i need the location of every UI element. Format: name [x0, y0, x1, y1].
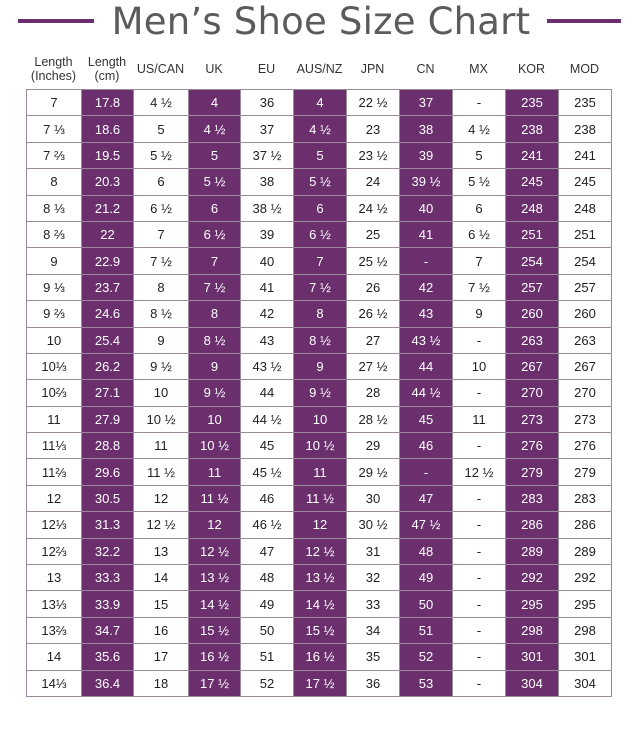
cell-aus-nz: 5 ½ [294, 169, 347, 195]
cell-uk: 12 ½ [189, 538, 241, 564]
table-row [27, 221, 612, 247]
table-row [27, 670, 612, 696]
cell-us-can: 13 [134, 538, 189, 564]
column-header-length-cm: Length (cm) [87, 55, 127, 83]
cell-eu: 37 ½ [241, 142, 294, 168]
cell-kor: 273 [506, 406, 559, 432]
cell-jpn: 29 [347, 433, 400, 459]
column-header-cn: CN [416, 62, 435, 76]
cell-length-inches: 14⅓ [27, 670, 82, 696]
cell-length-cm: 33.9 [82, 591, 134, 617]
cell-eu: 51 [241, 644, 294, 670]
cell-cn: 51 [400, 617, 453, 643]
cell-uk: 7 ½ [189, 274, 241, 300]
cell-eu: 45 [241, 433, 294, 459]
cell-length-inches: 12 [27, 485, 82, 511]
cell-jpn: 36 [347, 670, 400, 696]
cell-uk: 10 ½ [189, 433, 241, 459]
table-row [27, 406, 612, 432]
cell-kor: 289 [506, 538, 559, 564]
cell-uk: 10 [189, 406, 241, 432]
cell-uk: 6 ½ [189, 221, 241, 247]
cell-mx: - [453, 591, 506, 617]
cell-mod: 254 [559, 248, 612, 274]
table-row [27, 142, 612, 168]
cell-kor: 238 [506, 116, 559, 142]
cell-length-inches: 12⅔ [27, 538, 82, 564]
cell-eu: 47 [241, 538, 294, 564]
cell-mx: 12 ½ [453, 459, 506, 485]
cell-us-can: 12 ½ [134, 512, 189, 538]
cell-eu: 38 [241, 169, 294, 195]
cell-eu: 52 [241, 670, 294, 696]
cell-length-inches: 14 [27, 644, 82, 670]
cell-mx: - [453, 327, 506, 353]
cell-kor: 251 [506, 221, 559, 247]
cell-jpn: 33 [347, 591, 400, 617]
table-row [27, 380, 612, 406]
cell-mx: - [453, 90, 506, 116]
cell-length-inches: 13⅔ [27, 617, 82, 643]
cell-length-inches: 10⅔ [27, 380, 82, 406]
cell-length-inches: 11 [27, 406, 82, 432]
cell-length-inches: 7 ⅓ [27, 116, 82, 142]
cell-eu: 36 [241, 90, 294, 116]
cell-mod: 267 [559, 353, 612, 379]
table-row [27, 485, 612, 511]
cell-eu: 41 [241, 274, 294, 300]
cell-cn: 48 [400, 538, 453, 564]
cell-eu: 43 ½ [241, 353, 294, 379]
cell-uk: 8 [189, 301, 241, 327]
cell-mod: 301 [559, 644, 612, 670]
cell-kor: 270 [506, 380, 559, 406]
cell-length-inches: 9 ⅔ [27, 301, 82, 327]
cell-uk: 17 ½ [189, 670, 241, 696]
cell-jpn: 34 [347, 617, 400, 643]
cell-jpn: 35 [347, 644, 400, 670]
cell-length-inches: 7 ⅔ [27, 142, 82, 168]
cell-jpn: 30 ½ [347, 512, 400, 538]
page-title: Men’s Shoe Size Chart [111, 0, 531, 43]
table-row [27, 195, 612, 221]
cell-uk: 9 [189, 353, 241, 379]
cell-length-inches: 8 [27, 169, 82, 195]
cell-eu: 48 [241, 565, 294, 591]
table-row [27, 90, 612, 116]
column-header-kor: KOR [517, 62, 546, 76]
cell-kor: 292 [506, 565, 559, 591]
cell-jpn: 22 ½ [347, 90, 400, 116]
cell-length-cm: 24.6 [82, 301, 134, 327]
cell-mx: 11 [453, 406, 506, 432]
table-row [27, 617, 612, 643]
cell-eu: 44 [241, 380, 294, 406]
cell-jpn: 27 ½ [347, 353, 400, 379]
cell-kor: 254 [506, 248, 559, 274]
cell-mx: 4 ½ [453, 116, 506, 142]
cell-us-can: 7 ½ [134, 248, 189, 274]
cell-eu: 49 [241, 591, 294, 617]
cell-uk: 15 ½ [189, 617, 241, 643]
cell-us-can: 11 [134, 433, 189, 459]
cell-jpn: 23 ½ [347, 142, 400, 168]
cell-cn: 42 [400, 274, 453, 300]
cell-length-cm: 30.5 [82, 485, 134, 511]
cell-kor: 301 [506, 644, 559, 670]
cell-uk: 9 ½ [189, 380, 241, 406]
cell-cn: 39 [400, 142, 453, 168]
cell-uk: 6 [189, 195, 241, 221]
cell-length-cm: 35.6 [82, 644, 134, 670]
cell-length-cm: 21.2 [82, 195, 134, 221]
size-table [26, 89, 612, 697]
cell-us-can: 4 ½ [134, 90, 189, 116]
cell-mod: 304 [559, 670, 612, 696]
cell-mx: 6 [453, 195, 506, 221]
cell-jpn: 31 [347, 538, 400, 564]
table-row [27, 248, 612, 274]
cell-kor: 248 [506, 195, 559, 221]
column-header-length-inches: Length (Inches) [30, 55, 77, 83]
cell-aus-nz: 7 ½ [294, 274, 347, 300]
cell-aus-nz: 12 [294, 512, 347, 538]
cell-length-cm: 36.4 [82, 670, 134, 696]
cell-uk: 14 ½ [189, 591, 241, 617]
cell-aus-nz: 15 ½ [294, 617, 347, 643]
cell-kor: 263 [506, 327, 559, 353]
cell-kor: 279 [506, 459, 559, 485]
cell-uk: 4 ½ [189, 116, 241, 142]
cell-us-can: 9 [134, 327, 189, 353]
table-row [27, 565, 612, 591]
cell-length-cm: 20.3 [82, 169, 134, 195]
cell-jpn: 24 ½ [347, 195, 400, 221]
cell-mx: - [453, 617, 506, 643]
cell-cn: 50 [400, 591, 453, 617]
cell-kor: 241 [506, 142, 559, 168]
cell-mod: 263 [559, 327, 612, 353]
table-row [27, 353, 612, 379]
cell-kor: 245 [506, 169, 559, 195]
cell-aus-nz: 5 [294, 142, 347, 168]
cell-length-inches: 11⅓ [27, 433, 82, 459]
cell-length-cm: 22 [82, 221, 134, 247]
cell-kor: 304 [506, 670, 559, 696]
cell-mod: 276 [559, 433, 612, 459]
cell-eu: 42 [241, 301, 294, 327]
cell-aus-nz: 17 ½ [294, 670, 347, 696]
cell-aus-nz: 10 ½ [294, 433, 347, 459]
cell-kor: 235 [506, 90, 559, 116]
cell-jpn: 25 [347, 221, 400, 247]
cell-eu: 44 ½ [241, 406, 294, 432]
cell-jpn: 32 [347, 565, 400, 591]
cell-length-cm: 18.6 [82, 116, 134, 142]
cell-mod: 286 [559, 512, 612, 538]
cell-uk: 11 [189, 459, 241, 485]
cell-length-cm: 22.9 [82, 248, 134, 274]
cell-mx: - [453, 538, 506, 564]
cell-jpn: 23 [347, 116, 400, 142]
cell-kor: 286 [506, 512, 559, 538]
cell-jpn: 27 [347, 327, 400, 353]
cell-uk: 8 ½ [189, 327, 241, 353]
cell-eu: 46 ½ [241, 512, 294, 538]
cell-length-cm: 26.2 [82, 353, 134, 379]
cell-cn: 43 [400, 301, 453, 327]
cell-aus-nz: 12 ½ [294, 538, 347, 564]
cell-jpn: 30 [347, 485, 400, 511]
cell-mx: 5 [453, 142, 506, 168]
cell-jpn: 24 [347, 169, 400, 195]
cell-uk: 11 ½ [189, 485, 241, 511]
table-row [27, 459, 612, 485]
cell-aus-nz: 6 ½ [294, 221, 347, 247]
cell-length-cm: 32.2 [82, 538, 134, 564]
cell-eu: 45 ½ [241, 459, 294, 485]
cell-length-cm: 23.7 [82, 274, 134, 300]
cell-cn: 49 [400, 565, 453, 591]
cell-us-can: 8 [134, 274, 189, 300]
cell-uk: 12 [189, 512, 241, 538]
cell-mx: 10 [453, 353, 506, 379]
cell-cn: 52 [400, 644, 453, 670]
cell-aus-nz: 7 [294, 248, 347, 274]
cell-us-can: 6 [134, 169, 189, 195]
cell-jpn: 26 [347, 274, 400, 300]
table-row [27, 116, 612, 142]
cell-aus-nz: 4 [294, 90, 347, 116]
cell-jpn: 28 [347, 380, 400, 406]
cell-cn: 38 [400, 116, 453, 142]
cell-cn: - [400, 248, 453, 274]
cell-mx: - [453, 485, 506, 511]
cell-length-inches: 10⅓ [27, 353, 82, 379]
cell-length-inches: 12⅓ [27, 512, 82, 538]
cell-mod: 279 [559, 459, 612, 485]
cell-mx: - [453, 380, 506, 406]
cell-mod: 295 [559, 591, 612, 617]
cell-mx: 9 [453, 301, 506, 327]
cell-cn: 41 [400, 221, 453, 247]
cell-us-can: 5 ½ [134, 142, 189, 168]
cell-length-cm: 25.4 [82, 327, 134, 353]
cell-uk: 4 [189, 90, 241, 116]
cell-mod: 289 [559, 538, 612, 564]
cell-kor: 276 [506, 433, 559, 459]
cell-mod: 238 [559, 116, 612, 142]
cell-us-can: 10 ½ [134, 406, 189, 432]
cell-cn: - [400, 459, 453, 485]
cell-length-inches: 7 [27, 90, 82, 116]
cell-mod: 235 [559, 90, 612, 116]
table-row [27, 433, 612, 459]
cell-us-can: 5 [134, 116, 189, 142]
cell-mx: - [453, 512, 506, 538]
cell-eu: 40 [241, 248, 294, 274]
cell-cn: 40 [400, 195, 453, 221]
cell-mod: 298 [559, 617, 612, 643]
cell-aus-nz: 8 [294, 301, 347, 327]
cell-length-inches: 8 ⅔ [27, 221, 82, 247]
cell-cn: 47 [400, 485, 453, 511]
cell-eu: 46 [241, 485, 294, 511]
column-header-us-can: US/CAN [136, 62, 185, 76]
cell-aus-nz: 4 ½ [294, 116, 347, 142]
cell-cn: 45 [400, 406, 453, 432]
cell-length-inches: 8 ⅓ [27, 195, 82, 221]
cell-mx: - [453, 644, 506, 670]
cell-cn: 53 [400, 670, 453, 696]
title-rule-right [547, 19, 621, 23]
cell-mx: 6 ½ [453, 221, 506, 247]
cell-uk: 7 [189, 248, 241, 274]
cell-jpn: 28 ½ [347, 406, 400, 432]
cell-kor: 295 [506, 591, 559, 617]
cell-uk: 16 ½ [189, 644, 241, 670]
cell-eu: 39 [241, 221, 294, 247]
cell-us-can: 16 [134, 617, 189, 643]
cell-mx: 7 [453, 248, 506, 274]
column-header-aus-nz: AUS/NZ [296, 62, 343, 76]
cell-cn: 46 [400, 433, 453, 459]
cell-length-cm: 27.1 [82, 380, 134, 406]
cell-length-cm: 17.8 [82, 90, 134, 116]
table-row [27, 512, 612, 538]
cell-kor: 283 [506, 485, 559, 511]
cell-kor: 298 [506, 617, 559, 643]
cell-us-can: 10 [134, 380, 189, 406]
cell-mod: 241 [559, 142, 612, 168]
cell-cn: 37 [400, 90, 453, 116]
cell-mod: 245 [559, 169, 612, 195]
cell-uk: 5 ½ [189, 169, 241, 195]
cell-mod: 292 [559, 565, 612, 591]
cell-mx: 7 ½ [453, 274, 506, 300]
cell-mx: - [453, 433, 506, 459]
cell-length-inches: 10 [27, 327, 82, 353]
table-row [27, 327, 612, 353]
cell-us-can: 7 [134, 221, 189, 247]
cell-us-can: 14 [134, 565, 189, 591]
table-row [27, 591, 612, 617]
cell-us-can: 6 ½ [134, 195, 189, 221]
table-row [27, 538, 612, 564]
cell-kor: 260 [506, 301, 559, 327]
cell-length-cm: 33.3 [82, 565, 134, 591]
cell-mod: 260 [559, 301, 612, 327]
cell-length-cm: 31.3 [82, 512, 134, 538]
cell-uk: 13 ½ [189, 565, 241, 591]
cell-length-cm: 29.6 [82, 459, 134, 485]
cell-eu: 50 [241, 617, 294, 643]
cell-us-can: 11 ½ [134, 459, 189, 485]
column-header-mx: MX [469, 62, 488, 76]
cell-mod: 273 [559, 406, 612, 432]
cell-length-inches: 13⅓ [27, 591, 82, 617]
cell-us-can: 15 [134, 591, 189, 617]
cell-us-can: 18 [134, 670, 189, 696]
cell-aus-nz: 9 ½ [294, 380, 347, 406]
column-header-jpn: JPN [360, 62, 385, 76]
cell-aus-nz: 6 [294, 195, 347, 221]
cell-length-cm: 28.8 [82, 433, 134, 459]
cell-uk: 5 [189, 142, 241, 168]
cell-kor: 267 [506, 353, 559, 379]
column-header-uk: UK [205, 62, 223, 76]
cell-mod: 257 [559, 274, 612, 300]
cell-mod: 283 [559, 485, 612, 511]
cell-length-inches: 13 [27, 565, 82, 591]
cell-cn: 44 ½ [400, 380, 453, 406]
cell-us-can: 17 [134, 644, 189, 670]
cell-aus-nz: 13 ½ [294, 565, 347, 591]
cell-kor: 257 [506, 274, 559, 300]
cell-cn: 43 ½ [400, 327, 453, 353]
cell-jpn: 29 ½ [347, 459, 400, 485]
column-header-eu: EU [257, 62, 276, 76]
cell-mod: 248 [559, 195, 612, 221]
cell-mod: 270 [559, 380, 612, 406]
cell-us-can: 12 [134, 485, 189, 511]
cell-length-inches: 11⅔ [27, 459, 82, 485]
cell-us-can: 9 ½ [134, 353, 189, 379]
column-header-mod: MOD [569, 62, 600, 76]
cell-mx: - [453, 670, 506, 696]
cell-length-cm: 34.7 [82, 617, 134, 643]
cell-length-cm: 19.5 [82, 142, 134, 168]
cell-aus-nz: 9 [294, 353, 347, 379]
cell-jpn: 26 ½ [347, 301, 400, 327]
cell-aus-nz: 11 ½ [294, 485, 347, 511]
cell-length-inches: 9 [27, 248, 82, 274]
cell-length-cm: 27.9 [82, 406, 134, 432]
table-row [27, 274, 612, 300]
cell-aus-nz: 14 ½ [294, 591, 347, 617]
cell-mod: 251 [559, 221, 612, 247]
cell-cn: 47 ½ [400, 512, 453, 538]
cell-cn: 44 [400, 353, 453, 379]
cell-aus-nz: 16 ½ [294, 644, 347, 670]
table-row [27, 301, 612, 327]
cell-aus-nz: 11 [294, 459, 347, 485]
cell-eu: 43 [241, 327, 294, 353]
cell-jpn: 25 ½ [347, 248, 400, 274]
cell-mx: 5 ½ [453, 169, 506, 195]
cell-us-can: 8 ½ [134, 301, 189, 327]
table-row [27, 169, 612, 195]
cell-aus-nz: 10 [294, 406, 347, 432]
title-bar [0, 0, 642, 48]
cell-length-inches: 9 ⅓ [27, 274, 82, 300]
cell-mx: - [453, 565, 506, 591]
cell-eu: 38 ½ [241, 195, 294, 221]
table-row [27, 644, 612, 670]
cell-cn: 39 ½ [400, 169, 453, 195]
cell-aus-nz: 8 ½ [294, 327, 347, 353]
cell-eu: 37 [241, 116, 294, 142]
